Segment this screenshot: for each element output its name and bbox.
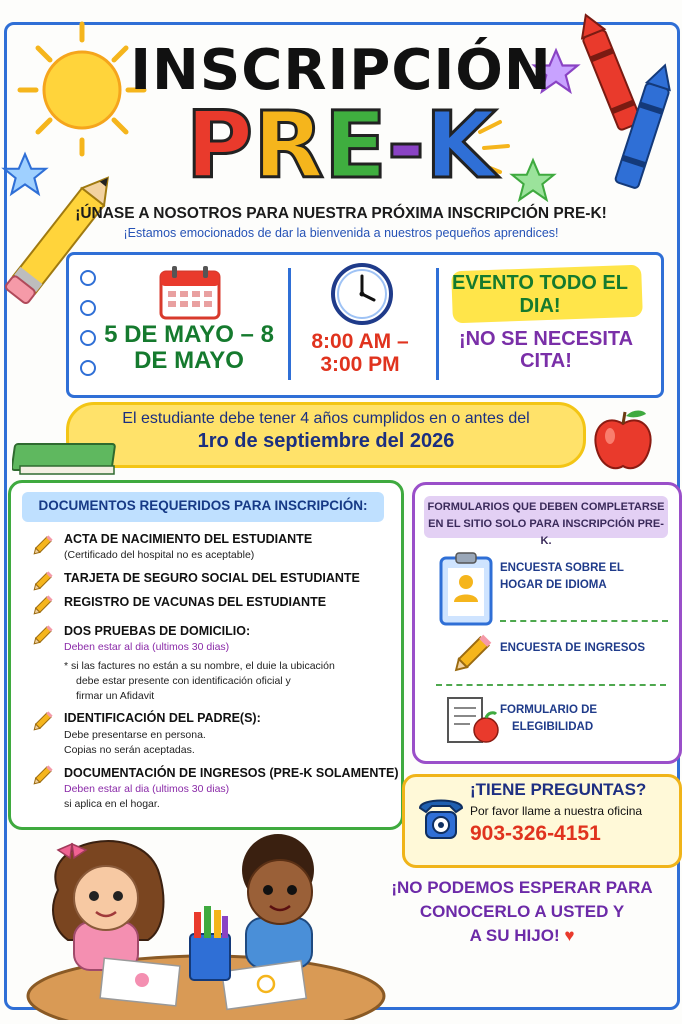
doc-item-note: (Certificado del hospital no es aceptable) [64, 549, 255, 561]
form-item-line: FORMULARIO DE [500, 704, 598, 716]
phone-icon [416, 794, 466, 842]
book-icon [12, 438, 122, 480]
pencil-icon [30, 534, 54, 558]
clock-icon [330, 262, 394, 326]
pencil-icon [30, 764, 54, 788]
doc-item-title: ACTA DE NACIMIENTO DEL ESTUDIANTE [64, 532, 313, 546]
form-item [500, 702, 597, 737]
doc-item-title: TARJETA DE SEGURO SOCIAL DEL ESTUDIANTE [64, 571, 360, 585]
forms-heading [424, 499, 668, 550]
doc-item-note: si aplica en el hogar. [64, 798, 160, 810]
doc-item-title: DOS PRUEBAS DE DOMICILIO: [64, 624, 251, 638]
closing-line: CONOCERLO A USTED Y [419, 901, 625, 921]
clipboard-icon [438, 552, 494, 626]
divider [436, 268, 439, 380]
apple-icon [590, 406, 656, 474]
form-item-line: HOGAR DE IDIOMA [500, 579, 607, 592]
doc-item-note: Deben estar al dia (ultimos 30 dias) [64, 641, 230, 653]
form-item: ENCUESTA DE INGRESOS [500, 642, 646, 654]
pencil-icon [30, 710, 54, 734]
contact-prompt: Por favor llame a nuestra oficina [470, 804, 643, 818]
notebook-ring [80, 300, 96, 316]
kids-illustration [18, 810, 390, 1020]
form-item-line: ENCUESTA SOBRE EL [500, 562, 624, 574]
contact-question: ¡TIENE PREGUNTAS? [470, 780, 647, 799]
forms-heading-line: EN EL SITIO SOLO PARA INSCRIPCIÓN PRE-K. [428, 518, 664, 548]
title-letter: R [253, 92, 324, 199]
document-apple-icon [444, 694, 500, 746]
no-appointment-label: ¡NO SE NECESITA CITA! [458, 328, 634, 372]
dashed-divider [436, 684, 666, 686]
doc-item-note: * si las factures no están a su nombre, el duie la ubicación [64, 660, 335, 672]
closing-line [372, 924, 672, 948]
form-item [500, 560, 624, 595]
event-time: 8:00 AM – 3:00 PM [311, 330, 409, 377]
pencil-icon [448, 632, 494, 678]
pencil-icon [30, 570, 54, 594]
forms-heading-line: FORMULARIOS QUE DEBEN COMPLETARSE [427, 501, 665, 513]
all-day-label: EVENTO TODO EL DIA! [452, 272, 628, 317]
title-letter: - [386, 92, 426, 199]
form-item-line: ELEGIBILIDAD [512, 721, 594, 734]
closing-line-text: A SU HIJO! [469, 925, 560, 945]
documents-heading: DOCUMENTOS REQUERIDOS PARA INSCRIPCIÓN: [38, 498, 368, 513]
doc-item-title: IDENTIFICACIÓN DEL PADRE(S): [64, 711, 261, 725]
doc-item-note: Copias no serán aceptadas. [64, 744, 195, 756]
page-title: INSCRIPCIÓN [130, 38, 552, 103]
title-letter: P [185, 92, 254, 199]
doc-item-title: REGISTRO DE VACUNAS DEL ESTUDIANTE [64, 595, 327, 609]
event-dates: 5 DE MAYO – 8 DE MAYO [104, 321, 274, 375]
pencil-icon [30, 594, 54, 618]
doc-item-note: debe estar presente con identificación oficial y [76, 675, 291, 687]
heart-icon: ♥ [564, 925, 575, 945]
doc-item-note: Deben estar al dia (ultimos 30 dias) [64, 783, 230, 795]
closing-line: ¡NO PODEMOS ESPERAR PARA [391, 878, 653, 897]
tagline: ¡Estamos emocionados de dar la bienvenida a nuestros pequeños aprendices! [123, 226, 559, 240]
pre-k-title [0, 92, 682, 199]
title-letter: E [323, 92, 387, 199]
title-letter: K [425, 92, 497, 199]
closing-message [372, 876, 672, 947]
subtitle: ¡ÚNASE A NOSOTROS PARA NUESTRA PRÓXIMA INSCRIPCIÓN PRE-K! [75, 205, 607, 222]
doc-item-title: DOCUMENTACIÓN DE INGRESOS (PRE-K SOLAMENTE) [64, 766, 399, 780]
eligibility-line1: El estudiante debe tener 4 años cumplidos en o antes del [122, 410, 530, 427]
eligibility-line2: 1ro de septiembre del 2026 [197, 430, 455, 452]
pencil-icon [30, 624, 54, 648]
calendar-icon [158, 264, 222, 322]
doc-item-note: Debe presentarse en persona. [64, 729, 206, 741]
doc-item-note: firmar un Afidavit [76, 690, 155, 702]
phone-number[interactable]: 903-326-4151 [470, 822, 601, 845]
notebook-ring [80, 270, 96, 286]
dashed-divider [500, 620, 668, 622]
